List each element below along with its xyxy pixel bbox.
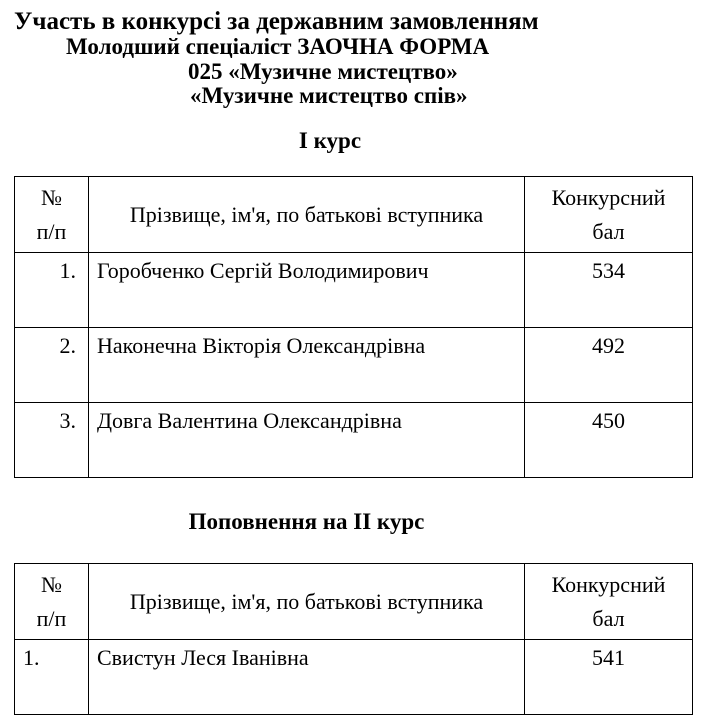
applicant-score: 450 bbox=[525, 403, 693, 478]
applicant-name: Довга Валентина Олександрівна bbox=[89, 403, 525, 478]
row-number: 2. bbox=[15, 328, 89, 403]
col-header-number: № п/п bbox=[15, 177, 89, 253]
row-number: 1. bbox=[15, 253, 89, 328]
section-title-second-year: Поповнення на II курс bbox=[188, 509, 425, 534]
specialty-code: 025 «Музичне мистецтво» bbox=[188, 59, 458, 84]
applicant-score: 492 bbox=[525, 328, 693, 403]
specialization: «Музичне мистецтво спів» bbox=[190, 83, 468, 108]
table-row bbox=[15, 253, 693, 328]
col-header-score: Конкурсний бал bbox=[525, 177, 693, 253]
table-header-row bbox=[15, 177, 693, 253]
table-row bbox=[15, 328, 693, 403]
applicant-name: Свистун Леся Іванівна bbox=[89, 640, 525, 715]
program-level: Молодший спеціаліст ЗАОЧНА ФОРМА bbox=[66, 34, 490, 59]
col-header-name: Прізвище, ім'я, по батькові вступника bbox=[89, 177, 525, 253]
applicant-name: Наконечна Вікторія Олександрівна bbox=[89, 328, 525, 403]
table-row bbox=[15, 403, 693, 478]
applicant-score: 534 bbox=[525, 253, 693, 328]
col-header-name: Прізвище, ім'я, по батькові вступника bbox=[89, 564, 525, 640]
applicant-name: Горобченко Сергій Володимирович bbox=[89, 253, 525, 328]
document-title: Участь в конкурсі за державним замовленням bbox=[14, 8, 539, 35]
table-row bbox=[15, 640, 693, 715]
table-header-row bbox=[15, 564, 693, 640]
col-header-number: № п/п bbox=[15, 564, 89, 640]
row-number: 1. bbox=[15, 640, 89, 715]
col-header-score: Конкурсний бал bbox=[525, 564, 693, 640]
results-table-first-year bbox=[14, 176, 693, 478]
section-title-first-year: I курс bbox=[298, 128, 362, 153]
results-table-second-year bbox=[14, 563, 693, 715]
row-number: 3. bbox=[15, 403, 89, 478]
applicant-score: 541 bbox=[525, 640, 693, 715]
